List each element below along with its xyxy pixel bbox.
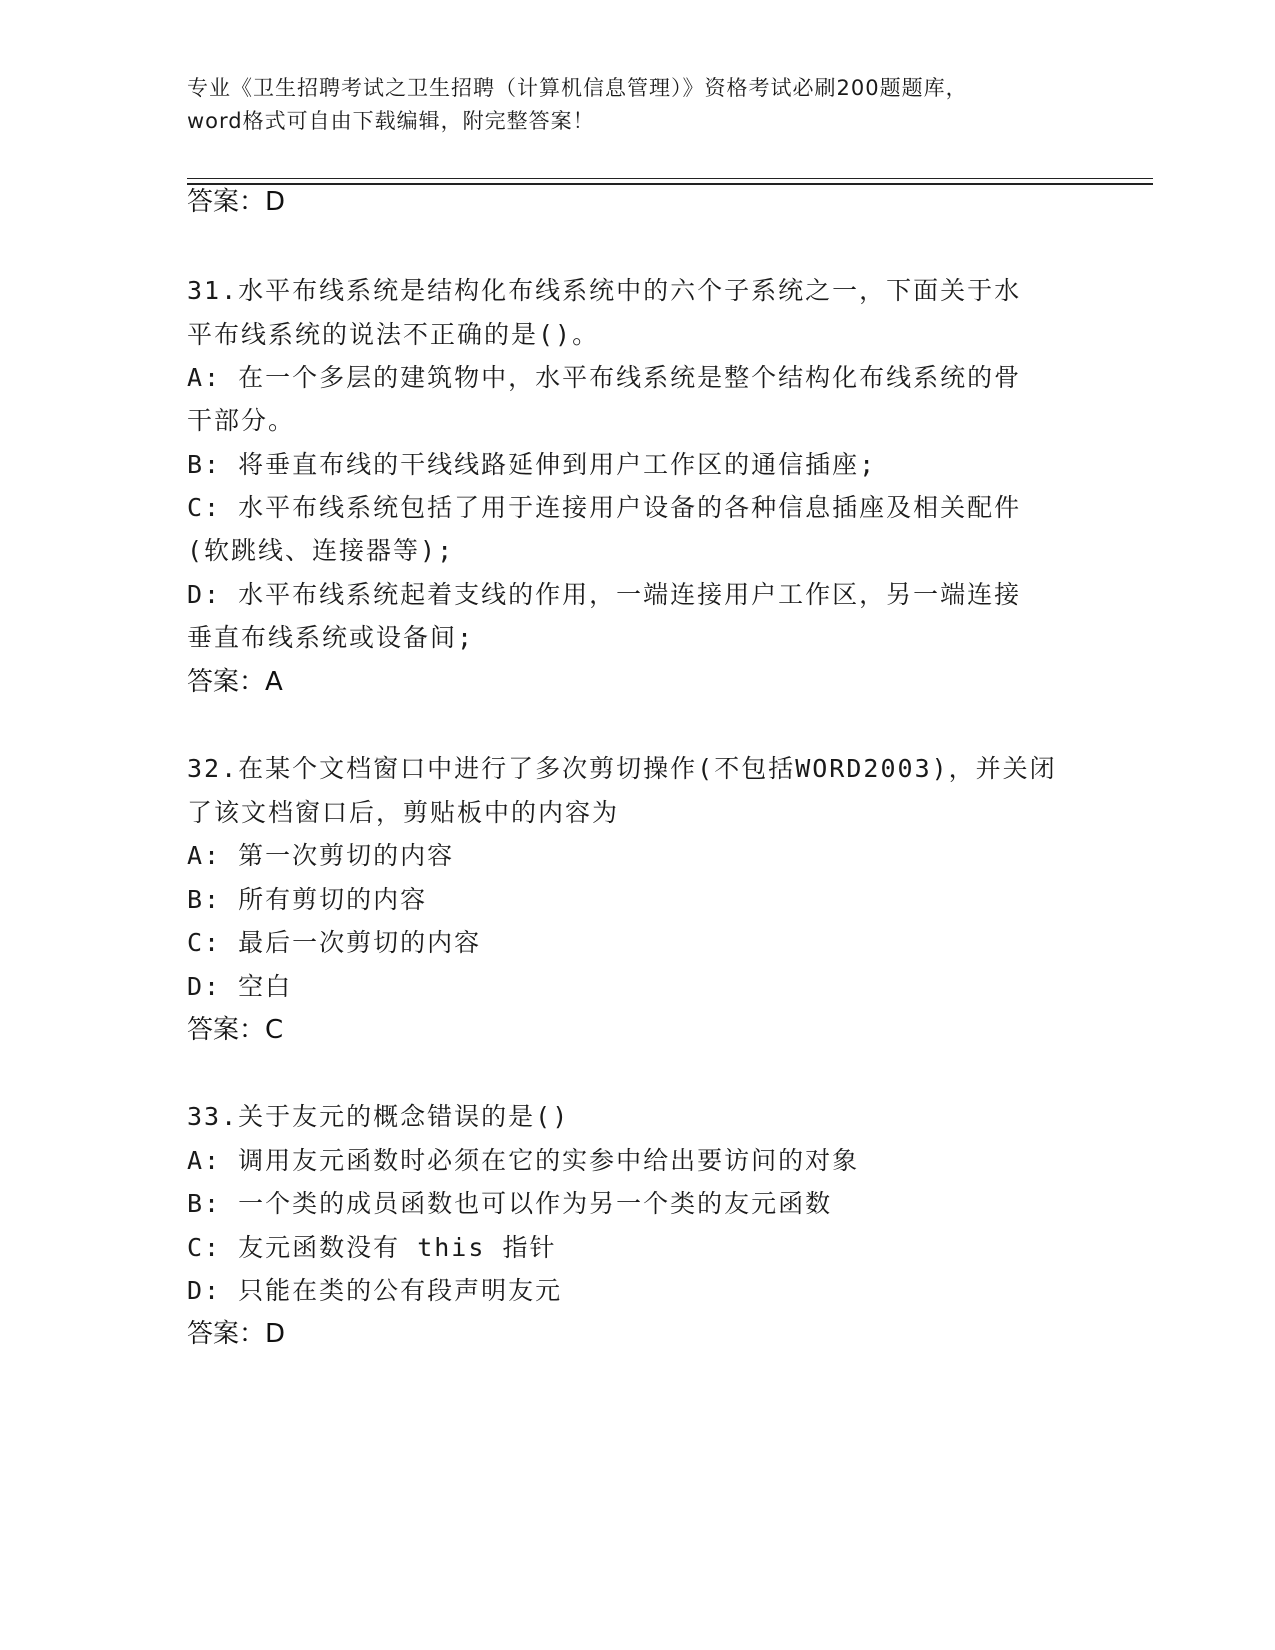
question-31-stem-line-2: 平布线系统的说法不正确的是()。 [187,320,600,349]
question-32-stem-line-1: 32.在某个文档窗口中进行了多次剪切操作(不包括WORD2003)，并关闭 [187,754,1057,783]
question-31-option-d-line-1: D: 水平布线系统起着支线的作用，一端连接用户工作区，另一端连接 [187,580,1022,609]
question-32-option-b: B: 所有剪切的内容 [187,885,428,914]
question-31-option-c-line-2: (软跳线、连接器等); [187,536,455,565]
question-33-option-b: B: 一个类的成员函数也可以作为另一个类的友元函数 [187,1189,833,1218]
header-line-1: 专业《卫生招聘考试之卫生招聘（计算机信息管理）》资格考试必刷200题题库， [187,76,968,100]
question-31-option-a-line-2: 干部分。 [187,406,296,435]
question-33-option-d: D: 只能在类的公有段声明友元 [187,1276,563,1305]
question-31-stem-line-1: 31.水平布线系统是结构化布线系统中的六个子系统之一，下面关于水 [187,276,1022,305]
question-33-option-c: C: 友元函数没有 this 指针 [187,1233,557,1262]
question-32-option-d: D: 空白 [187,972,293,1001]
question-32-answer: 答案：C [187,1015,284,1045]
question-31-answer: 答案：A [187,667,283,697]
question-31-option-c-line-1: C: 水平布线系统包括了用于连接用户设备的各种信息插座及相关配件 [187,493,1022,522]
question-31-option-d-line-2: 垂直布线系统或设备间; [187,623,475,652]
question-32-stem-line-2: 了该文档窗口后，剪贴板中的内容为 [187,798,620,827]
question-33-answer: 答案：D [187,1319,286,1349]
question-33-option-a: A: 调用友元函数时必须在它的实参中给出要访问的对象 [187,1146,860,1175]
question-32-option-c: C: 最后一次剪切的内容 [187,928,482,957]
header-divider-thick [187,183,1153,185]
question-31-option-b: B: 将垂直布线的干线线路延伸到用户工作区的通信插座; [187,450,877,479]
document-header [187,72,1087,138]
question-31-option-a-line-1: A: 在一个多层的建筑物中，水平布线系统是整个结构化布线系统的骨 [187,363,1022,392]
header-line-2: word格式可自由下载编辑，附完整答案！ [187,109,595,133]
question-33-stem-line-1: 33.关于友元的概念错误的是() [187,1102,570,1131]
header-divider-thin [187,178,1153,179]
answer-previous: 答案：D [187,187,286,217]
question-32-option-a: A: 第一次剪切的内容 [187,841,455,870]
